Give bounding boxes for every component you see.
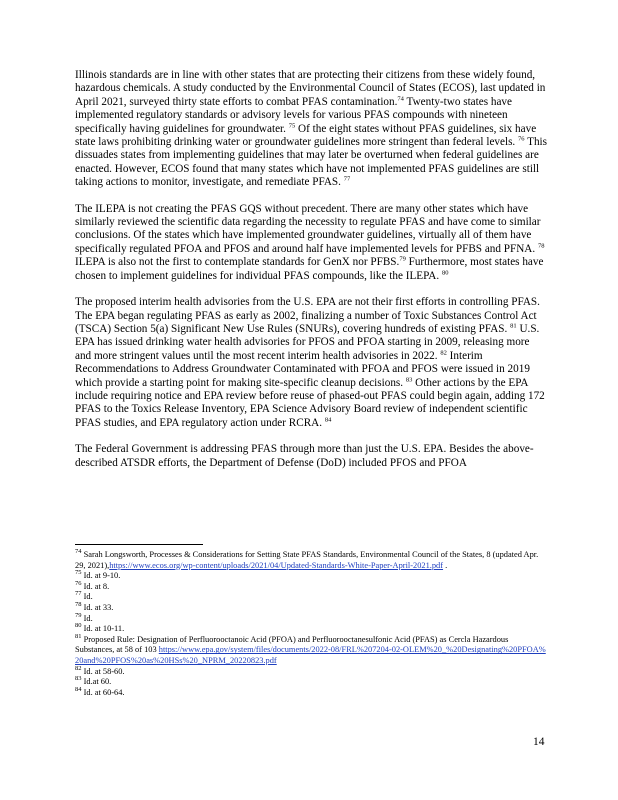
footnote [75,603,547,614]
footnote-ref: 80 [441,268,449,276]
text-run: Of the eight states without PFAS guidelines, six have state laws prohibiting drinking water or groundwater guidelines more stringent than federal levels. [75,122,537,149]
footnote-link[interactable]: https://www.epa.gov/system/files/documents/2022-08/FRL%207204-02-OLEM%20_%20Designating%20PFOA%20and%20PFOS%20as%20HSs%20_NPRM_20220823.pdf [75,645,546,665]
footnote [75,677,547,688]
text-run: Id. [81,592,93,602]
text-run: Id. at 58-60. [81,666,125,676]
text-run: Id. at 10-11. [81,624,125,634]
text-run: The ILEPA is not creating the PFAS GQS without precedent. There are many other states which have similarly reviewed the scientific data regarding the necessity to regulate PFAS and have come to similar conclusions. Of the states which have implemented groundwater guidelines, virtually all of them have specifically regulated PFOA and PFOS and around half have implemented levels for PFBS and PFNA. [75,202,541,255]
footnote-ref: 74 [397,95,404,103]
footnote-link[interactable]: https://www.ecos.org/wp-content/uploads/2021/04/Updated-Standards-White-Paper-April-2021.pdf [109,560,444,570]
text-run: This dissuades states from implementing guidelines that may later be overturned when federal guidelines are enacted. However, ECOS found that many states which have not implemented PFAS guidelines are still taking actions to monitor, investigate, and remediate PFAS. [75,136,548,189]
footnote [75,685,547,699]
footnote [75,592,547,603]
footnote-number: 83 [75,675,82,683]
footnote-number: 81 [75,632,82,640]
footnote-number: 82 [75,664,82,672]
text-run: Id. [81,613,93,623]
text-run: The proposed interim health advisories from the U.S. EPA are not their first efforts in controlling PFAS. The EPA began regulating PFAS as early as 2002, finalizing a number of Toxic Substances Control Act (TSCA) Section 5(a) Significant New Use Rules (SNURs), covering hundreds of existing PFAS. [75,296,540,335]
footnote [75,550,547,571]
text-run: Id. at 8. [81,581,110,591]
footnote-number: 84 [75,685,82,693]
text-run: ILEPA is also not the first to contemplate standards for GenX nor PFBS. [75,256,400,269]
text-run: Interim Recommendations to Address Groundwater Contaminated with PFOA and PFOS were issued in 2019 which provide a starting point for making site-specific cleanup decisions. [75,349,530,389]
footnote [75,624,547,635]
footnote-number: 79 [75,611,82,619]
paragraph [75,69,547,190]
text-run: Twenty-two states have implemented regulatory standards or advisory levels for various PFAS compounds with nineteen specifically having guidelines for groundwater. [75,95,512,135]
paragraph [75,203,547,283]
footnote-number: 75 [75,569,82,577]
footnote-number: 80 [75,622,82,630]
text-run: . [443,560,448,570]
text-run: Sarah Longsworth, Processes & Considerations for Setting State PFAS Standards, Environmental Council of the States, 8 (updated Apr. 29, 2021), [75,550,539,570]
footnote-ref: 75 [288,121,296,129]
footnote [75,579,547,593]
text-run: The Federal Government is addressing PFAS through more than just the U.S. EPA. Besides the above-described ATSDR efforts, the Department of Defense (DoD) included PFOS and PFOA [75,443,534,469]
footnotes [75,550,547,698]
footnote [75,664,547,678]
text-run: Id. at 33. [81,602,114,612]
footnote-separator [75,544,203,545]
text-run: Other actions by the EPA include requiring notice and EPA review before reuse of phased-out PFAS could begin again, adding 172 PFAS to the Toxics Release Inventory, EPA Science Advisory Board review of independent scientific PFAS studies, and EPA regulatory action under RCRA. [75,376,545,429]
footnote-number: 74 [75,548,82,556]
footnote-number: 76 [75,579,82,587]
footnote-ref: 81 [510,322,517,330]
footnote-ref: 84 [324,416,332,424]
footnote-ref: 78 [537,242,545,250]
paragraph [75,296,547,430]
page-number: 14 [533,736,545,748]
text-run: Proposed Rule: Designation of Perfluorooctanoic Acid (PFOA) and Perfluorooctanesulfonic Acid (PFAS) as Cercla Hazardous Substances, at 58 of 103 [75,634,509,655]
text-run: Furthermore, most states have chosen to implement guidelines for individual PFAS compounds, like the ILEPA. [75,256,544,282]
footnote-ref: 76 [518,135,525,143]
body-text [75,69,547,483]
text-run: Id.at 60. [81,677,112,687]
footnote-ref: 83 [405,375,413,383]
footnote-number: 78 [75,601,82,609]
footnote-ref: 79 [399,255,406,263]
text-run: Id. at 9-10. [81,571,121,581]
text-run: Id. at 60-64. [81,687,125,697]
footnote-number: 77 [75,590,82,598]
footnote [75,611,547,625]
paragraph [75,443,547,470]
text-run: Illinois standards are in line with other states that are protecting their citizens from these widely found, hazardous chemicals. A study conducted by the Environmental Council of States (ECOS), last updated in April 2021, surveyed thirty state efforts to combat PFAS contamination. [75,69,546,108]
footnote-ref: 77 [343,175,351,183]
footnote [75,632,547,667]
text-run: U.S. EPA has issued drinking water health advisories for PFOS and PFOA starting in 2009, releasing more and more stringent values until the most recent interim health advisories in 2022. [75,322,540,362]
footnote [75,571,547,582]
footnote-ref: 82 [440,348,447,356]
